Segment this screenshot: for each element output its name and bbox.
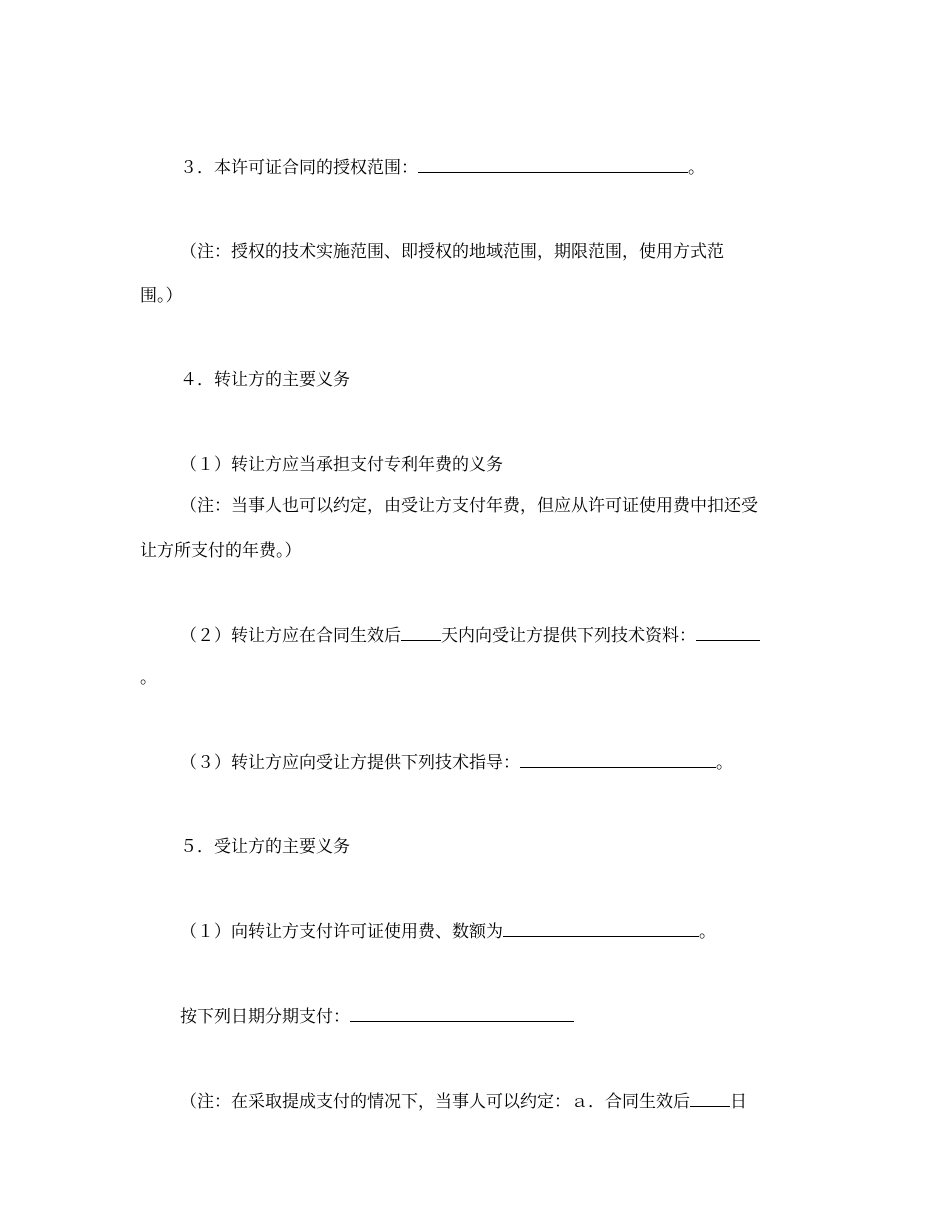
license-scope-blank: [418, 156, 688, 173]
clause-5-heading: ５．受让方的主要义务: [180, 837, 350, 857]
note-royalty: [180, 1090, 747, 1114]
technical-guidance-blank: [520, 751, 716, 768]
period: 。: [688, 158, 705, 178]
clause-5-1: [180, 920, 716, 944]
technical-materials-blank: [696, 624, 760, 641]
clause-3-text: ３．本许可证合同的授权范围：: [180, 158, 418, 178]
clause-4-3: [180, 751, 733, 775]
note-royalty-text-a: （注：在采取提成支付的情况下，当事人可以约定：ａ．合同生效后: [180, 1092, 690, 1112]
royalty-days-blank: [690, 1090, 730, 1107]
days-blank: [401, 624, 441, 641]
clause-4-2-text-b: 天内向受让方提供下列技术资料：: [441, 626, 696, 646]
installment-schedule: [180, 1005, 574, 1029]
period: 。: [716, 753, 733, 773]
installment-dates-blank: [350, 1005, 574, 1022]
clause-4-2-text-a: （２）转让方应在合同生效后: [180, 626, 401, 646]
fee-amount-blank: [503, 920, 699, 937]
clause-5-1-text: （１）向转让方支付许可证使用费、数额为: [180, 922, 503, 942]
clause-3-license-scope: [180, 156, 705, 180]
clause-4-3-text: （３）转让方应向受让方提供下列技术指导：: [180, 753, 520, 773]
clause-4-2: [180, 624, 760, 648]
note-scope-line1: （注：授权的技术实施范围、即授权的地域范围，期限范围，使用方式范: [180, 242, 724, 262]
installment-text: 按下列日期分期支付：: [180, 1007, 350, 1027]
note-scope-line2: 围。）: [140, 286, 183, 306]
note-fee-line2: 让方所支付的年费。）: [140, 541, 302, 561]
note-royalty-text-b: 日: [730, 1092, 747, 1112]
period: 。: [699, 922, 716, 942]
clause-4-heading: ４．转让方的主要义务: [180, 370, 350, 390]
clause-4-2-period: 。: [140, 668, 157, 688]
clause-4-1: （１）转让方应当承担支付专利年费的义务: [180, 455, 503, 475]
note-fee-line1: （注：当事人也可以约定，由受让方支付年费，但应从许可证使用费中扣还受: [180, 496, 758, 516]
